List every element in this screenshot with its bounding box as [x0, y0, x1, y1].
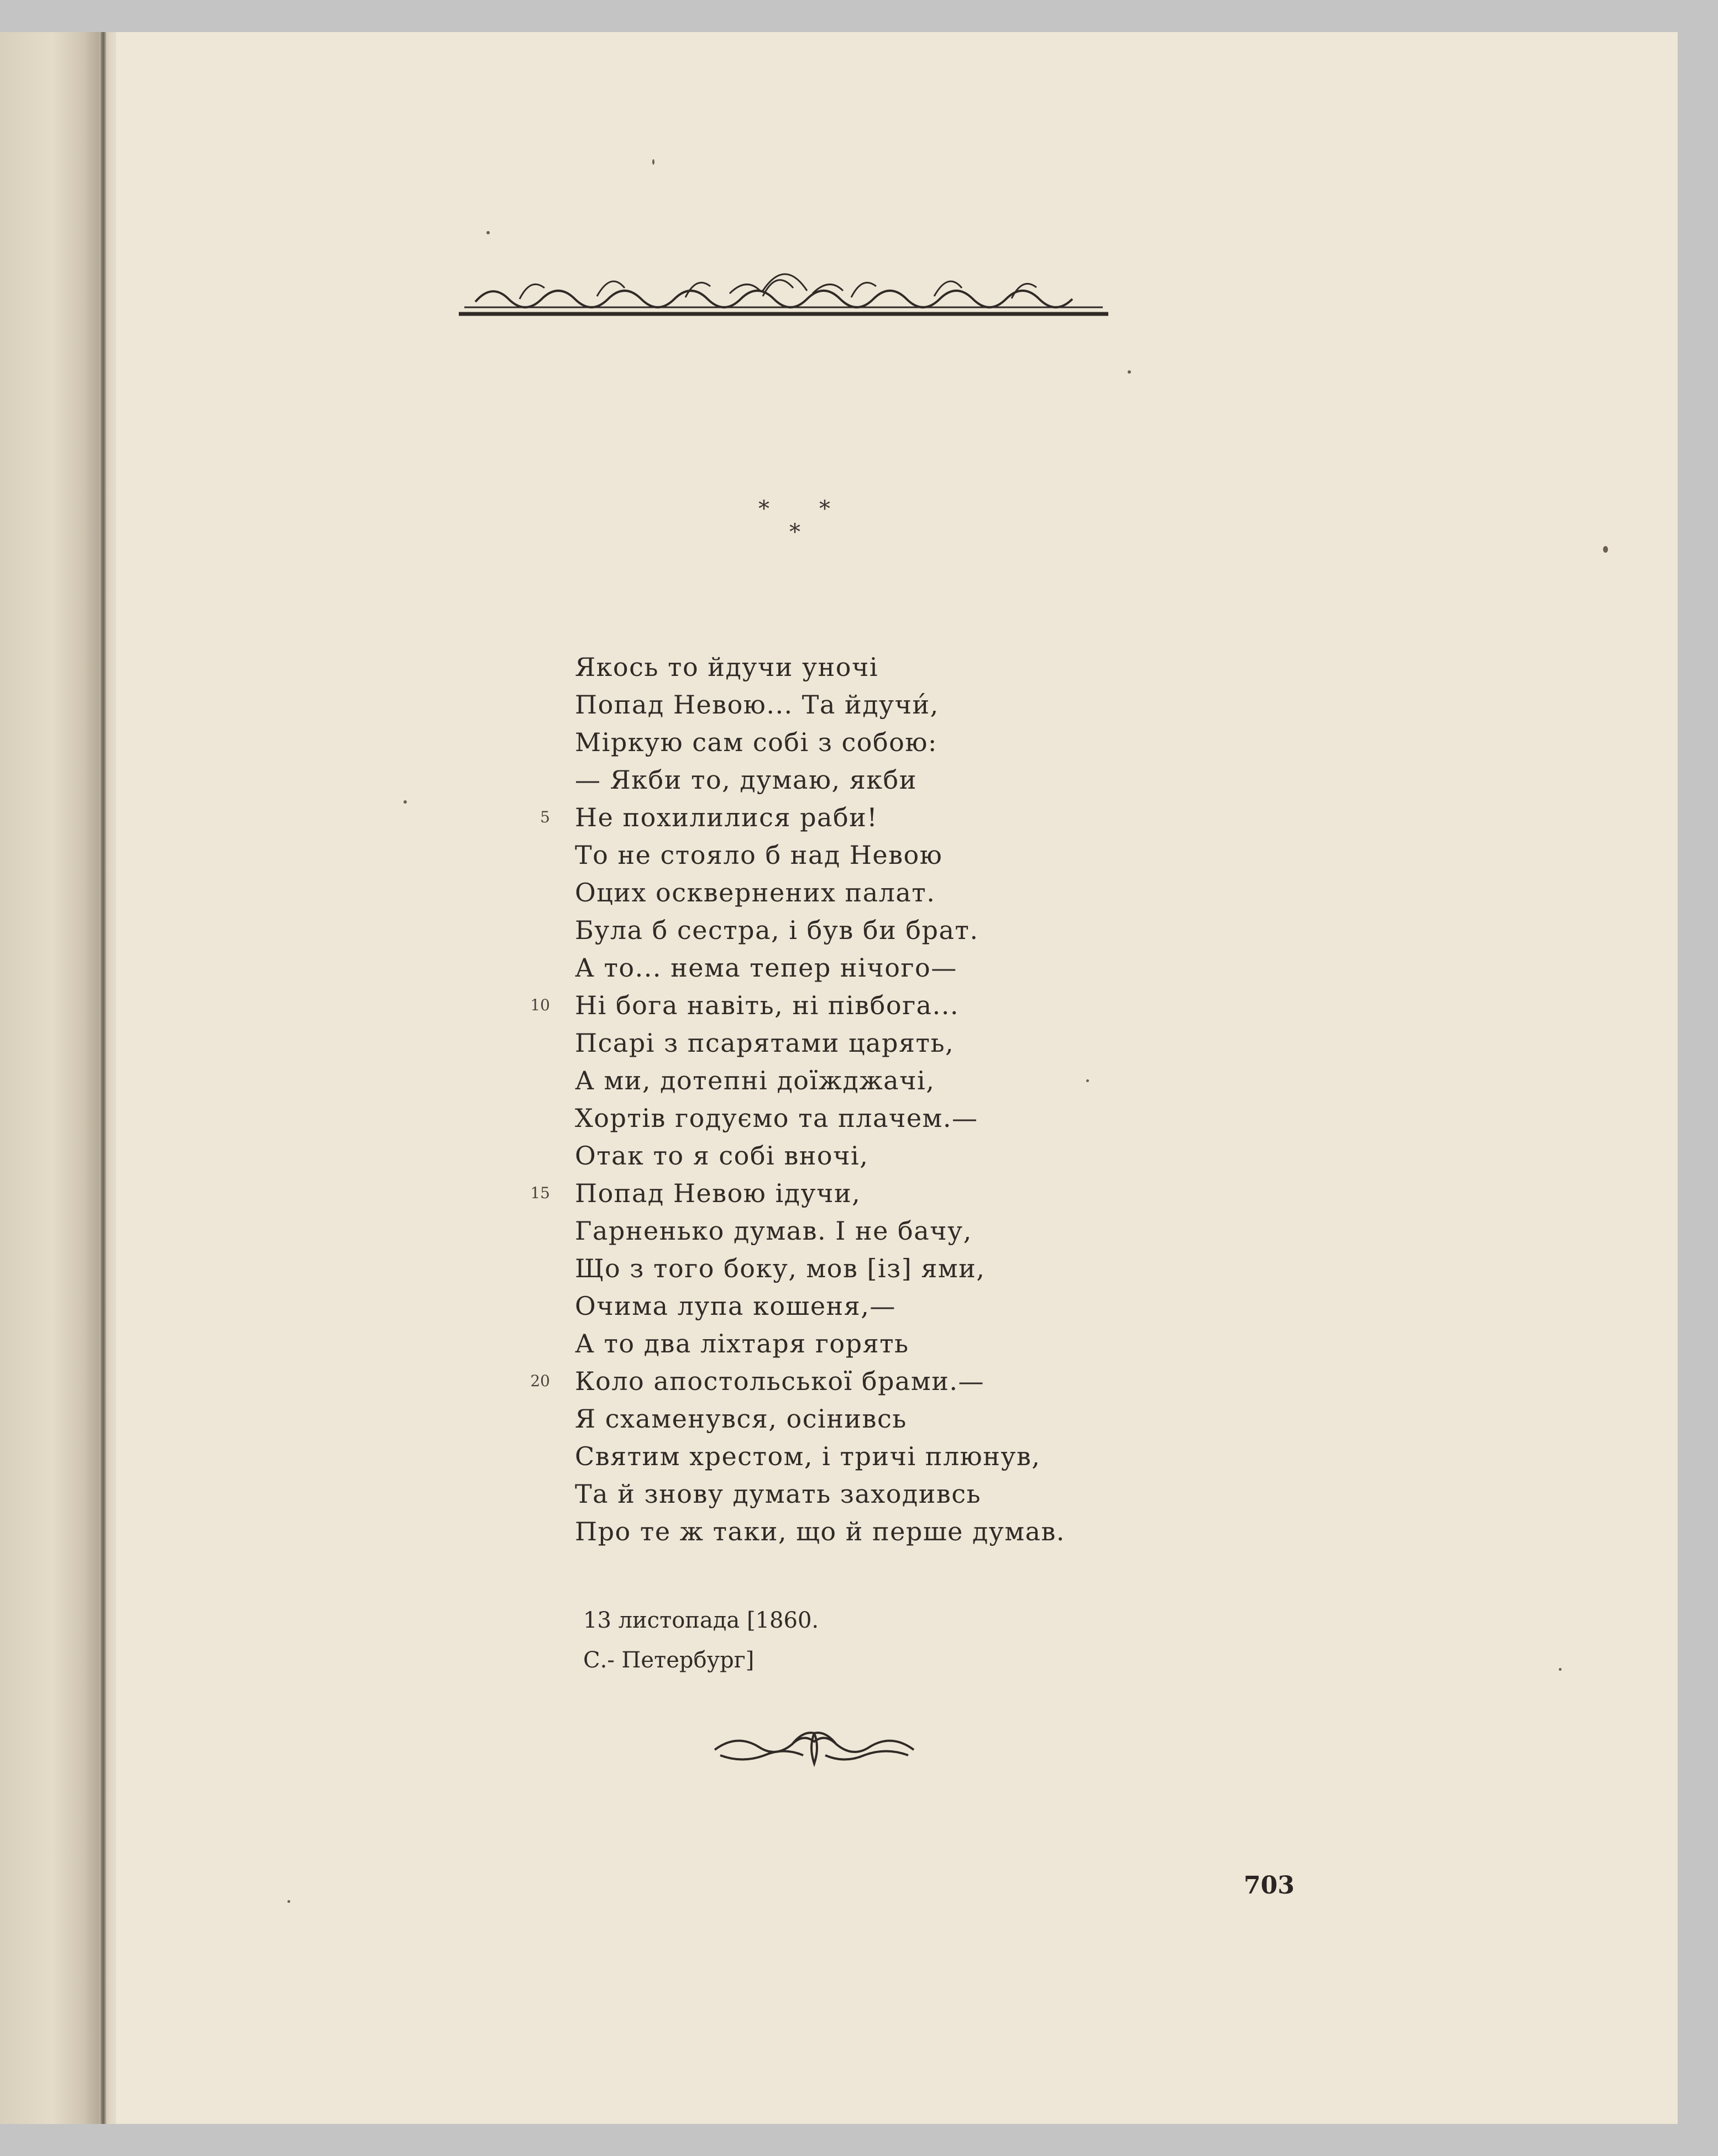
poem-line-text: А то два ліхтаря горять — [575, 1329, 909, 1358]
poem-line-text: Якось то йдучи уночі — [575, 652, 879, 682]
decorative-headpiece — [453, 252, 1114, 329]
paper-speck — [1603, 546, 1608, 553]
poem-line — [575, 1137, 1404, 1174]
date-place-block — [583, 1601, 819, 1680]
poem-line-text: Не похилилися раби! — [575, 802, 878, 832]
page-gutter — [0, 32, 116, 2124]
poem-line — [575, 1325, 1404, 1362]
poem-line-text: Хортів годуємо та плачем.— — [575, 1103, 978, 1133]
poem-line-text: А ми, дотепні доїжджачі, — [575, 1066, 935, 1095]
poem-line — [575, 1513, 1404, 1550]
asterism-star: * — [758, 496, 769, 522]
poem-line-text: — Якби то, думаю, якби — [575, 765, 917, 795]
poem-line — [575, 911, 1404, 949]
paper-speck — [652, 159, 654, 165]
poem-line — [575, 1212, 1404, 1250]
poem-line-text: Ні бога навіть, ні півбога... — [575, 990, 959, 1020]
poem-line-text: Коло апостольської брами.— — [575, 1366, 984, 1396]
asterism — [735, 496, 868, 563]
poem-line — [575, 648, 1404, 686]
paper-speck — [486, 231, 490, 234]
poem-line-text: Що з того боку, мов [із] ями, — [575, 1253, 986, 1283]
poem-line — [530, 1174, 1404, 1212]
poem-line — [575, 1475, 1404, 1513]
poem-line-text: Я схаменувся, осінивсь — [575, 1404, 907, 1434]
place-line: С.- Петербург] — [583, 1648, 755, 1673]
line-number: 5 — [540, 808, 550, 826]
date-line: 13 листопада [1860. — [583, 1608, 819, 1633]
poem-line — [575, 1062, 1404, 1099]
poem-line-text: Про те ж таки, що й перше думав. — [575, 1517, 1066, 1546]
poem-line-text: То не стояло б над Невою — [575, 840, 943, 870]
poem-line — [575, 1099, 1404, 1137]
poem-line — [575, 949, 1404, 987]
poem-line-text: Псарі з псарятами царять, — [575, 1028, 955, 1058]
decorative-tailpiece — [709, 1722, 919, 1772]
paper-speck — [1128, 370, 1131, 374]
asterism-star: * — [789, 520, 800, 545]
poem-line — [575, 686, 1404, 723]
poem-line — [575, 761, 1404, 799]
line-number: 15 — [530, 1184, 550, 1202]
line-number: 20 — [530, 1372, 550, 1390]
poem-line — [575, 1287, 1404, 1325]
poem-line — [575, 1400, 1404, 1438]
poem-line — [530, 987, 1404, 1024]
poem-line — [530, 1362, 1404, 1400]
poem-line — [575, 836, 1404, 874]
paper-speck — [287, 1900, 290, 1903]
poem-line-text: Та й знову думать заходивсь — [575, 1479, 982, 1509]
page-number: 703 — [1244, 1871, 1295, 1900]
poem-line-text: Була б сестра, і був би брат. — [575, 915, 979, 945]
poem-line — [540, 799, 1404, 836]
poem-line — [575, 1438, 1404, 1475]
poem-line-text: Оцих осквернених палат. — [575, 878, 936, 907]
poem-line — [575, 723, 1404, 761]
poem-line-text: Святим хрестом, і тричі плюнув, — [575, 1441, 1041, 1471]
line-number: 10 — [530, 996, 550, 1014]
book-page — [0, 32, 1678, 2124]
paper-speck — [404, 800, 407, 804]
poem-text — [530, 648, 1404, 1550]
asterism-star: * — [819, 496, 830, 522]
poem-line-text: Отак то я собі вночі, — [575, 1141, 869, 1171]
poem-line-text: Попад Невою... Та йдучи́, — [575, 690, 939, 720]
poem-line-text: Міркую сам собі з собою: — [575, 727, 937, 757]
poem-line — [575, 874, 1404, 911]
paper-speck — [1559, 1668, 1562, 1671]
poem-line-text: А то... нема тепер нічого— — [575, 953, 957, 983]
poem-line-text: Очима лупа кошеня,— — [575, 1291, 896, 1321]
poem-line-text: Попад Невою ідучи, — [575, 1178, 861, 1208]
poem-line — [575, 1024, 1404, 1062]
poem-line-text: Гарненько думав. І не бачу, — [575, 1216, 972, 1246]
poem-line — [575, 1250, 1404, 1287]
gutter-shadow — [101, 32, 106, 2124]
